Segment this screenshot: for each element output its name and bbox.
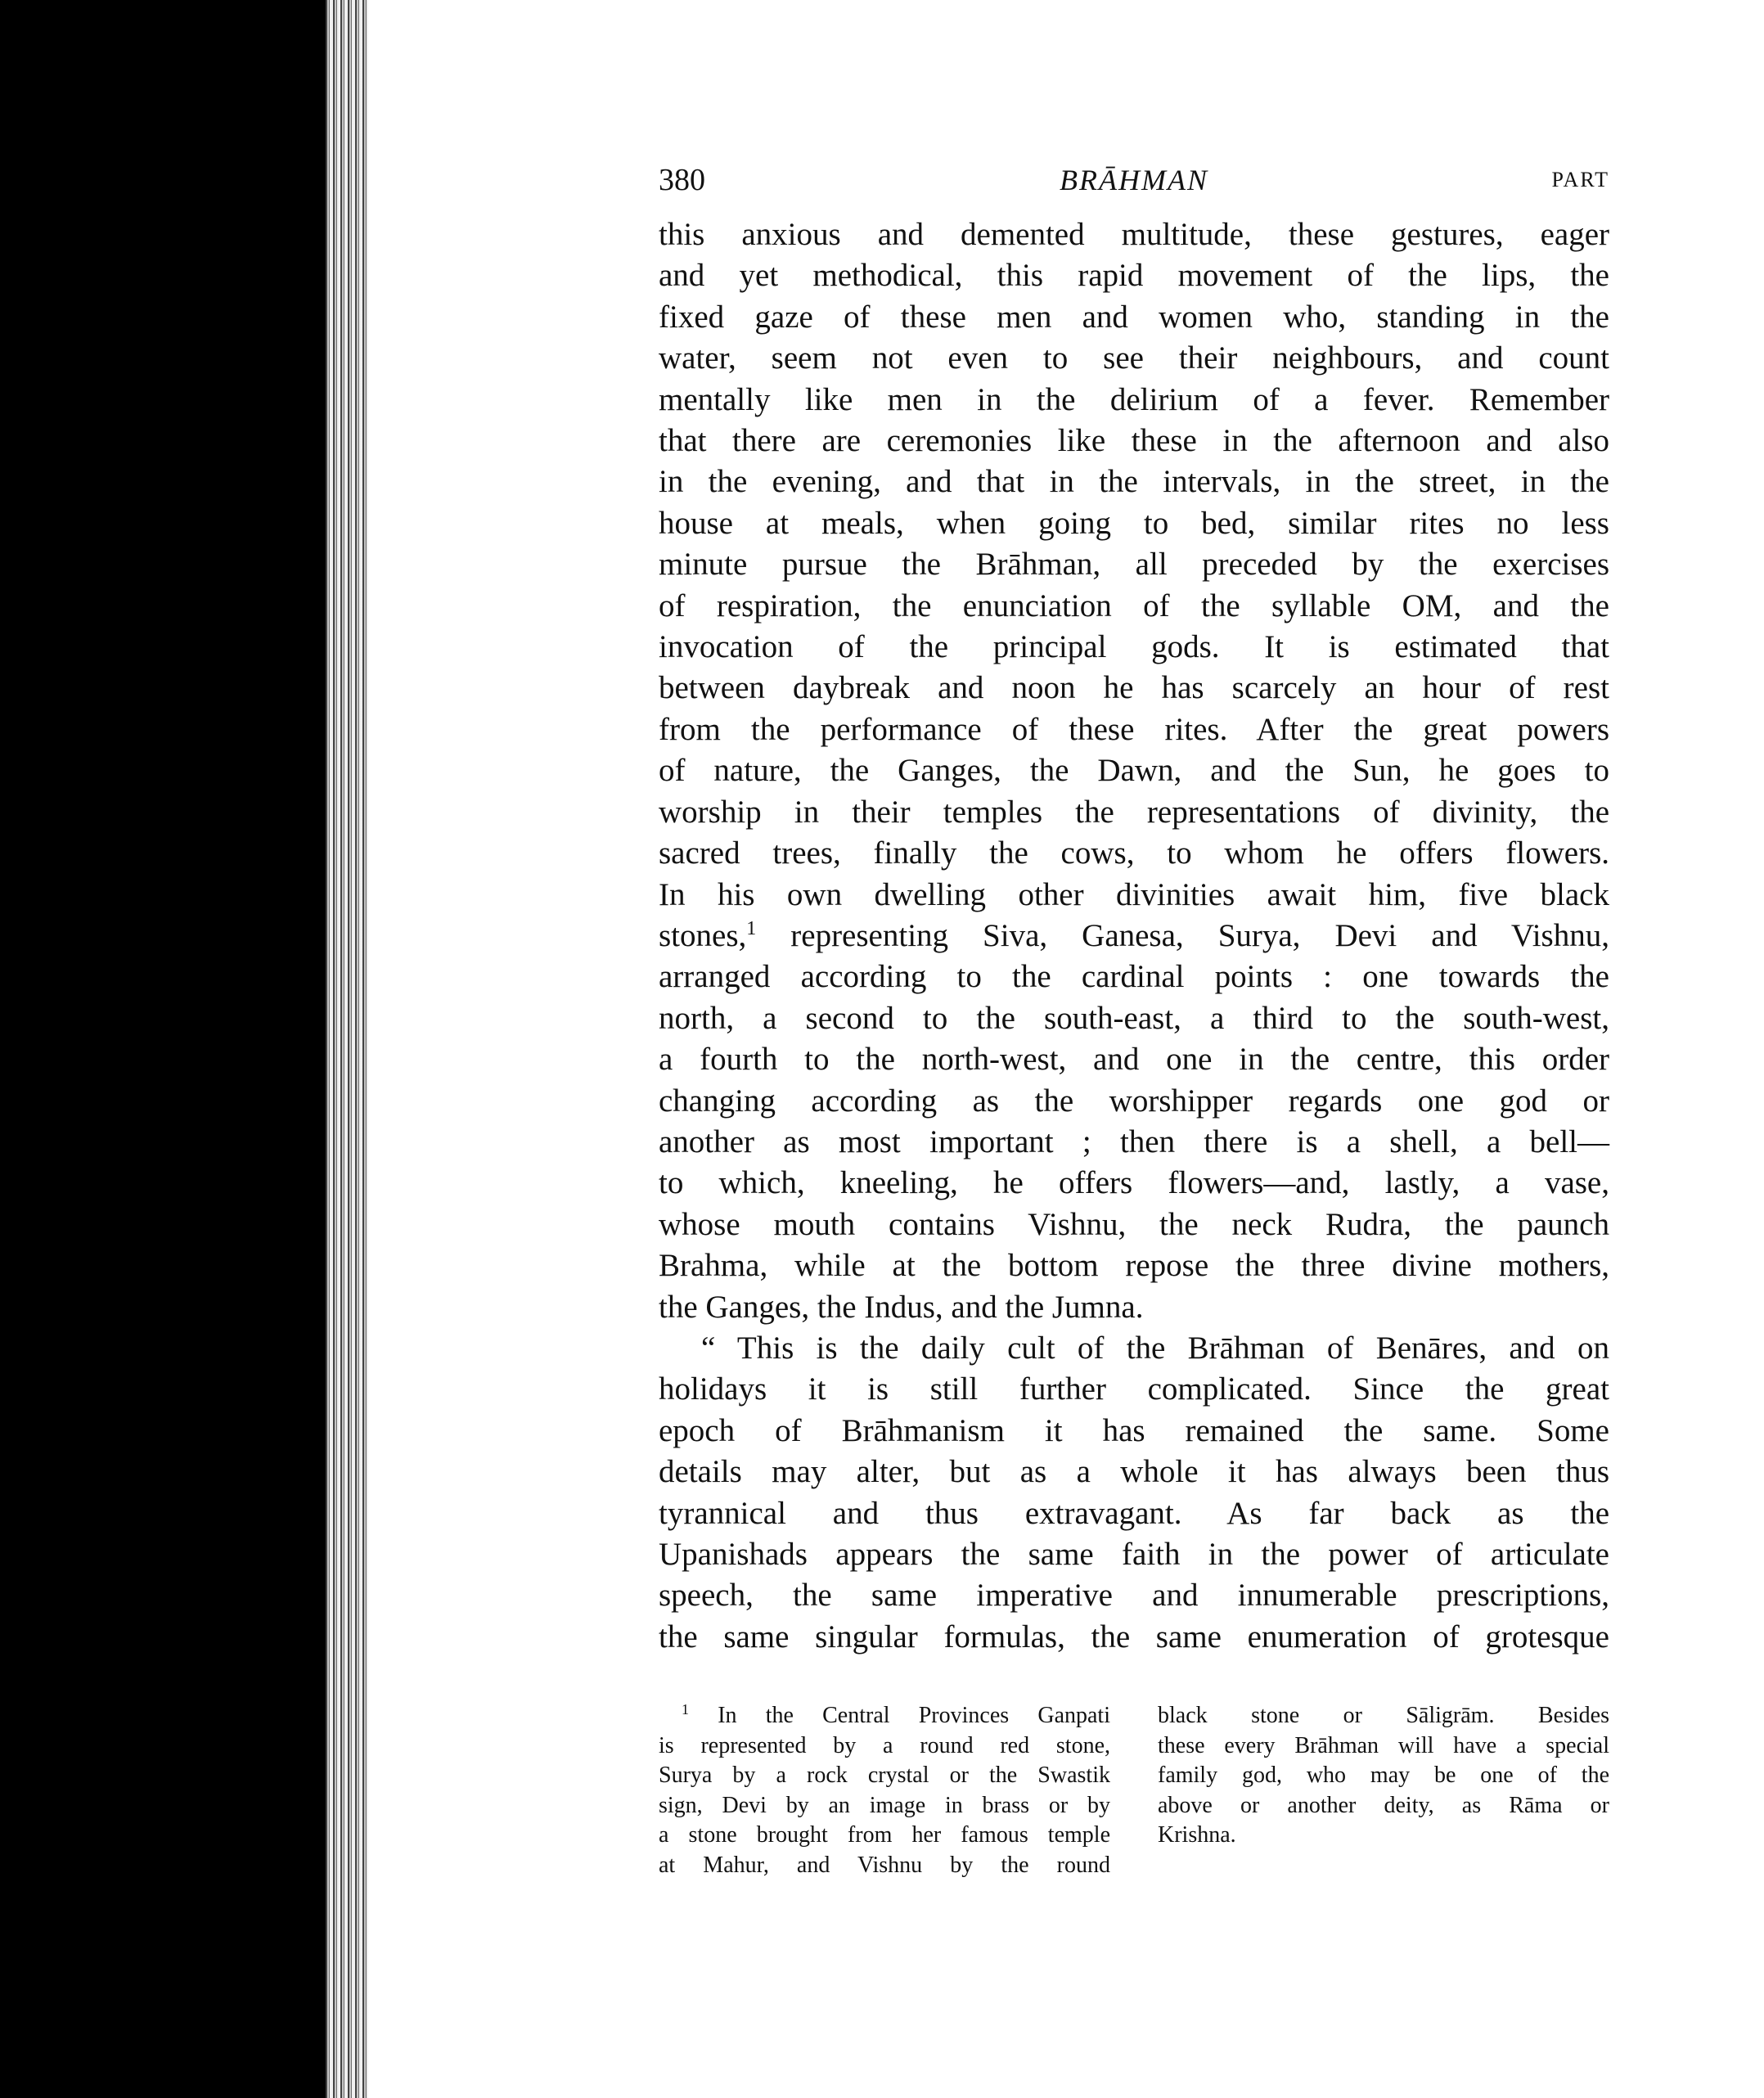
text-line: “ This is the daily cult of the Brāhman of Benāres, and on <box>701 1330 1609 1366</box>
footnote-line: Surya by a rock crystal or the Swastik <box>659 1763 1110 1788</box>
text-line: from the performance of these rites. After the great powers <box>659 711 1609 747</box>
running-head <box>659 155 1609 205</box>
text-line: this anxious and demented multitude, these gestures, eager <box>659 217 1609 252</box>
footnote-line: a stone brought from her famous temple <box>659 1822 1110 1848</box>
footnotes <box>659 1701 1609 1880</box>
page-number: 380 <box>659 163 705 197</box>
footnote-line: black stone or Sāligrām. Besides <box>1158 1703 1609 1728</box>
text-line: details may alter, but as a whole it has always been thus <box>659 1454 1609 1490</box>
book-binding-shadow <box>0 0 326 2098</box>
text-line: holidays it is still further complicated. Since the great <box>659 1371 1609 1407</box>
text-line: that there are ceremonies like these in the afternoon and also <box>659 423 1609 459</box>
text-line: and yet methodical, this rapid movement of the lips, the <box>659 258 1609 294</box>
text-line: mentally like men in the delirium of a fever. Remember <box>659 381 1609 417</box>
text-line: worship in their temples the representations of divinity, the <box>659 794 1609 830</box>
footnote-line: these every Brāhman will have a special <box>1158 1732 1609 1758</box>
footnote-marker: 1 <box>682 1701 689 1718</box>
text-line: of respiration, the enunciation of the syllable OM, and the <box>659 588 1609 624</box>
book-gutter <box>326 0 368 2098</box>
text-line: tyrannical and thus extravagant. As far back as the <box>659 1495 1609 1531</box>
text-line: the Ganges, the Indus, and the Jumna. <box>659 1289 1144 1325</box>
text-line: in the evening, and that in the intervals, in the street, in the <box>659 464 1609 500</box>
text-line: invocation of the principal gods. It is estimated that <box>659 629 1609 665</box>
footnote-line: sign, Devi by an image in brass or by <box>659 1792 1110 1818</box>
text-line: Upanishads appears the same faith in the power of articulate <box>659 1537 1609 1572</box>
footnote-line: is represented by a round red stone, <box>659 1732 1110 1758</box>
text-line: another as most important ; then there is a shell, a bell— <box>659 1123 1609 1159</box>
body-text <box>659 214 1609 1658</box>
text-line: sacred trees, finally the cows, to whom he offers flowers. <box>659 835 1609 871</box>
text-line: arranged according to the cardinal points : one towards the <box>659 959 1609 995</box>
text-line: the same singular formulas, the same enumeration of grotesque <box>659 1619 1609 1655</box>
footnote-reference: 1 <box>746 917 757 939</box>
text-line: a fourth to the north-west, and one in the centre, this order <box>659 1042 1609 1078</box>
text-line: In his own dwelling other divinities await him, five black <box>659 876 1609 912</box>
text-line: Brahma, while at the bottom repose the three divine mothers, <box>659 1248 1609 1284</box>
paragraph-1 <box>659 214 1609 1328</box>
footnote-line: Krishna. <box>1158 1822 1236 1848</box>
text-line: of nature, the Ganges, the Dawn, and the Sun, he goes to <box>659 753 1609 789</box>
running-title: BRĀHMAN <box>1060 164 1208 196</box>
footnote-line: at Mahur, and Vishnu by the round <box>659 1852 1110 1878</box>
footnote-line: above or another deity, as Rāma or <box>1158 1792 1609 1818</box>
text-line: speech, the same imperative and innumerable prescriptions, <box>659 1578 1609 1614</box>
text-fragment: stones, <box>659 917 747 953</box>
footnote-line <box>659 1701 1110 1731</box>
running-part-label: PART <box>1551 168 1609 191</box>
text-fragment: In the Central Provinces Ganpati <box>689 1703 1110 1728</box>
text-line: between daybreak and noon he has scarcely an hour of rest <box>659 670 1609 706</box>
footnote-column-right <box>1158 1701 1609 1880</box>
text-line: changing according as the worshipper regards one god or <box>659 1083 1609 1119</box>
text-line: north, a second to the south-east, a third to the south-west, <box>659 1000 1609 1036</box>
paragraph-2 <box>659 1328 1609 1658</box>
text-line: fixed gaze of these men and women who, standing in the <box>659 299 1609 335</box>
text-line: to which, kneeling, he offers flowers—and, lastly, a vase, <box>659 1165 1609 1201</box>
text-line-with-footnote <box>659 916 1609 957</box>
text-line: whose mouth contains Vishnu, the neck Rudra, the paunch <box>659 1206 1609 1242</box>
text-line: water, seem not even to see their neighbours, and count <box>659 340 1609 376</box>
text-line: house at meals, when going to bed, similar rites no less <box>659 505 1609 541</box>
text-fragment: representing Siva, Ganesa, Surya, Devi and Vishnu, <box>756 917 1609 953</box>
text-line: minute pursue the Brāhman, all preceded by the exercises <box>659 547 1609 583</box>
text-line: epoch of Brāhmanism it has remained the same. Some <box>659 1412 1609 1448</box>
book-page <box>659 155 1609 1658</box>
footnote-line: family god, who may be one of the <box>1158 1763 1609 1788</box>
footnote-column-left <box>659 1701 1110 1880</box>
